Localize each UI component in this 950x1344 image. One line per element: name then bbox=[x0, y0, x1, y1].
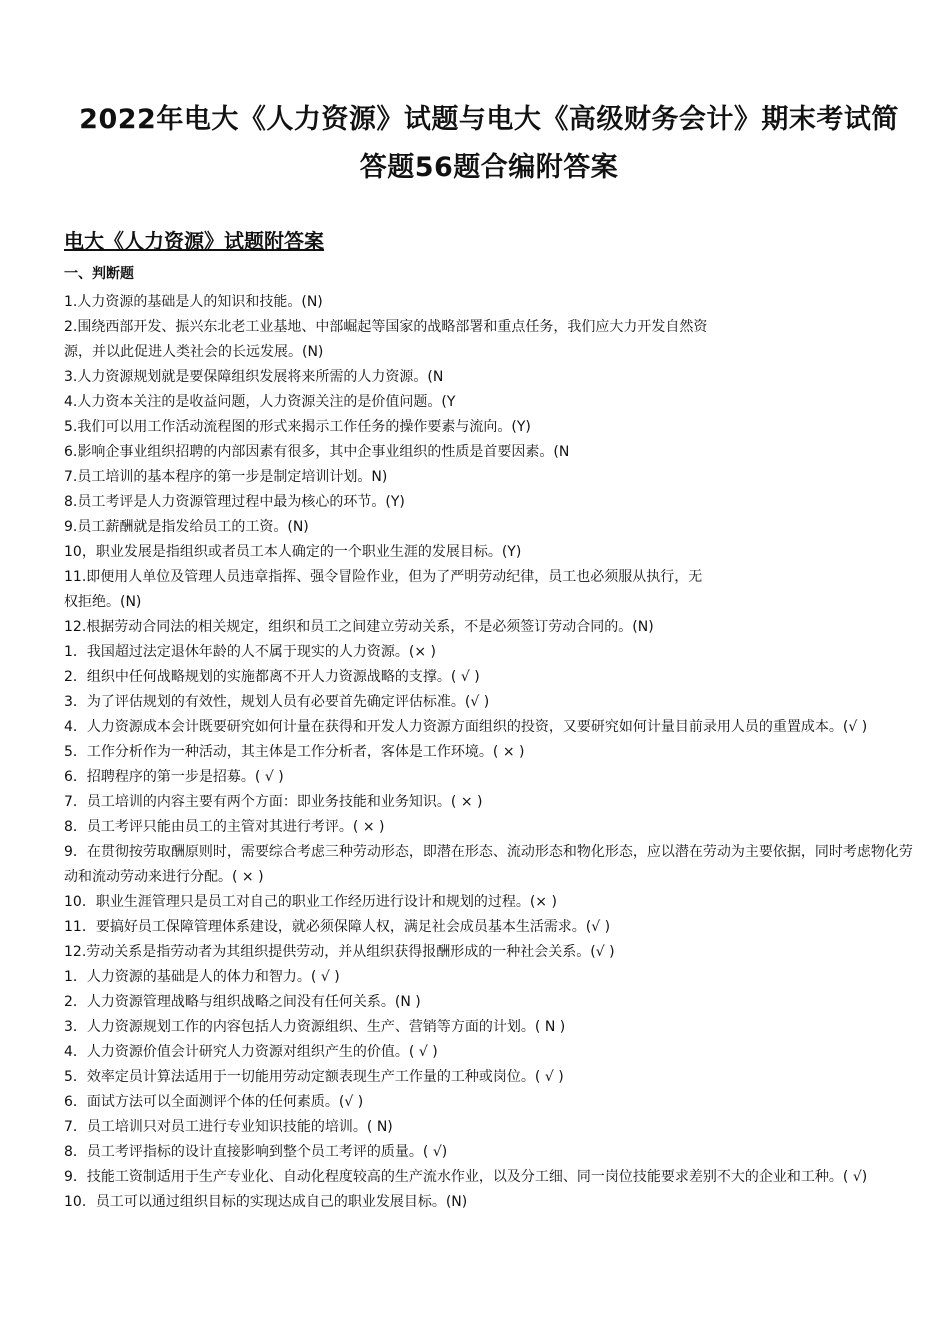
list-item: 1．人力资源的基础是人的体力和智力。( √ ) bbox=[64, 969, 340, 985]
list-item: 8.员工考评是人力资源管理过程中最为核心的环节。(Y) bbox=[64, 494, 405, 510]
question-list bbox=[64, 290, 914, 1215]
list-item: 1.人力资源的基础是人的知识和技能。(N) bbox=[64, 294, 323, 310]
list-item: 4.人力资本关注的是收益问题，人力资源关注的是价值问题。(Y bbox=[64, 394, 456, 410]
list-item: 7．员工培训只对员工进行专业知识技能的培训。( N) bbox=[64, 1119, 393, 1135]
title-line-2: 答题56题合编附答案 bbox=[359, 152, 619, 183]
list-item: 10，职业发展是指组织或者员工本人确定的一个职业生涯的发展目标。(Y) bbox=[64, 544, 522, 560]
list-item: 4．人力资源价值会计研究人力资源对组织产生的价值。( √ ) bbox=[64, 1044, 438, 1060]
list-item: 12.劳动关系是指劳动者为其组织提供劳动，并从组织获得报酬形成的一种社会关系。(√ ) bbox=[64, 944, 615, 960]
list-item: 12.根据劳动合同法的相关规定，组织和员工之间建立劳动关系，不是必须签订劳动合同的。(N) bbox=[64, 619, 654, 635]
list-item: 9．在贯彻按劳取酬原则时，需要综合考虑三种劳动形态，即潜在形态、流动形态和物化形态，应以潜在劳动为主要依据，同时考虑物化劳动和流动劳动来进行分配。( × ) bbox=[64, 844, 913, 885]
list-item: 2.围绕西部开发、振兴东北老工业基地、中部崛起等国家的战略部署和重点任务，我们应大力开发自然资源，并以此促进人类社会的长远发展。(N) bbox=[64, 319, 708, 360]
section-title: 电大《人力资源》试题附答案 bbox=[64, 229, 324, 253]
list-item: 11.即便用人单位及管理人员违章指挥、强令冒险作业，但为了严明劳动纪律，员工也必须服从执行，无权拒绝。(N) bbox=[64, 569, 703, 610]
list-item: 6.影响企事业组织招聘的内部因素有很多，其中企事业组织的性质是首要因素。(N bbox=[64, 444, 570, 460]
list-item: 7.员工培训的基本程序的第一步是制定培训计划。N) bbox=[64, 469, 388, 485]
title-line-1: 2022年电大《人力资源》试题与电大《高级财务会计》期末考试简 bbox=[79, 104, 899, 135]
list-item: 5.我们可以用工作活动流程图的形式来揭示工作任务的操作要素与流向。(Y) bbox=[64, 419, 531, 435]
list-item: 8．员工考评指标的设计直接影响到整个员工考评的质量。( √) bbox=[64, 1144, 448, 1160]
list-item: 10．职业生涯管理只是员工对自己的职业工作经历进行设计和规划的过程。(× ) bbox=[64, 894, 557, 910]
list-item: 2．组织中任何战略规划的实施都离不开人力资源战略的支撑。( √ ) bbox=[64, 669, 480, 685]
list-item: 5．工作分析作为一种活动，其主体是工作分析者，客体是工作环境。( × ) bbox=[64, 744, 525, 760]
list-item: 5．效率定员计算法适用于一切能用劳动定额表现生产工作量的工种或岗位。( √ ) bbox=[64, 1069, 564, 1085]
list-item: 2．人力资源管理战略与组织战略之间没有任何关系。(N ) bbox=[64, 994, 421, 1010]
list-item: 6．招聘程序的第一步是招募。( √ ) bbox=[64, 769, 284, 785]
document-title bbox=[64, 96, 914, 192]
list-item: 9．技能工资制适用于生产专业化、自动化程度较高的生产流水作业，以及分工细、同一岗位技能要求差别不大的企业和工种。( √) bbox=[64, 1169, 868, 1185]
list-item: 3．为了评估规划的有效性，规划人员有必要首先确定评估标准。(√ ) bbox=[64, 694, 490, 710]
list-item: 3.人力资源规划就是要保障组织发展将来所需的人力资源。(N bbox=[64, 369, 444, 385]
list-item: 11．要搞好员工保障管理体系建设，就必须保障人权，满足社会成员基本生活需求。(√ ) bbox=[64, 919, 611, 935]
subsection-title: 一、判断题 bbox=[64, 266, 134, 282]
list-item: 10．员工可以通过组织目标的实现达成自己的职业发展目标。(N) bbox=[64, 1194, 468, 1210]
list-item: 4．人力资源成本会计既要研究如何计量在获得和开发人力资源方面组织的投资，又要研究如何计量目前录用人员的重置成本。(√ ) bbox=[64, 719, 868, 735]
list-item: 6．面试方法可以全面测评个体的任何素质。(√ ) bbox=[64, 1094, 364, 1110]
list-item: 7．员工培训的内容主要有两个方面：即业务技能和业务知识。( × ) bbox=[64, 794, 483, 810]
list-item: 9.员工薪酬就是指发给员工的工资。(N) bbox=[64, 519, 309, 535]
list-item: 3．人力资源规划工作的内容包括人力资源组织、生产、营销等方面的计划。( N ) bbox=[64, 1019, 566, 1035]
list-item: 8．员工考评只能由员工的主管对其进行考评。( × ) bbox=[64, 819, 385, 835]
list-item: 1．我国超过法定退休年龄的人不属于现实的人力资源。(× ) bbox=[64, 644, 437, 660]
